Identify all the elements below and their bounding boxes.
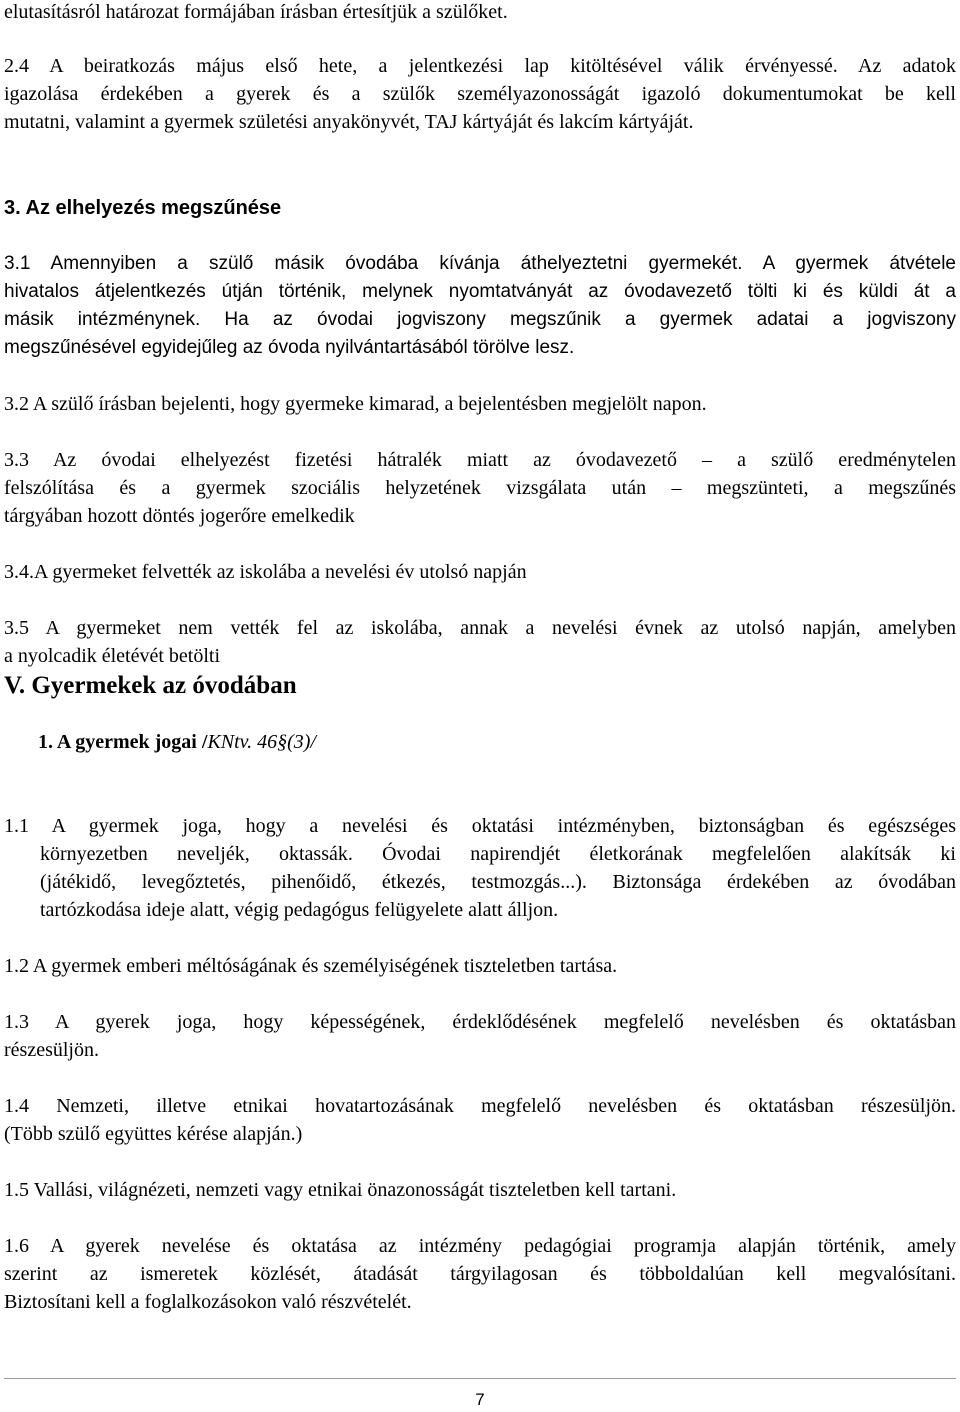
text-line: 3.5 A gyermeket nem vették fel az iskolába, annak a nevelési évnek az utolsó napján, amelyben bbox=[4, 617, 956, 639]
text-line: elutasításról határozat formájában írásban értesítjük a szülőket. bbox=[4, 1, 508, 23]
text-line: 1.1 A gyermek joga, hogy a nevelési és oktatási intézményben, biztonságban és egészséges bbox=[4, 815, 956, 837]
text-line: 2.4 A beiratkozás május első hete, a jelentkezési lap kitöltésével válik érvényessé. Az adatok bbox=[4, 55, 956, 77]
page-number: 7 bbox=[475, 1390, 485, 1409]
text-line: a nyolcadik életévét betölti bbox=[4, 645, 221, 667]
text-line: hivatalos átjelentkezés útján történik, melynek nyomtatványát az óvodavezető tölti ki és küldi át a bbox=[4, 281, 956, 302]
text-line: Biztosítani kell a foglalkozásokon való részvételét. bbox=[4, 1291, 412, 1313]
subsection-label: 1. A gyermek jogai / bbox=[38, 731, 208, 753]
text-line: 3.4.A gyermeket felvették az iskolába a nevelési év utolsó napján bbox=[4, 561, 527, 583]
text-line: 1.4 Nemzeti, illetve etnikai hovatartozásának megfelelő nevelésben és oktatásban részesüljön. bbox=[4, 1095, 956, 1117]
chapter-heading: V. Gyermekek az óvodában bbox=[4, 672, 297, 699]
text-line: környezetben neveljék, oktassák. Óvodai napirendjét életkorának megfelelően alakítsák ki bbox=[40, 843, 956, 865]
text-line: 3.1 Amennyiben a szülő másik óvodába kívánja áthelyeztetni gyermekét. A gyermek átvétele bbox=[4, 253, 956, 274]
text-line: (Több szülő együttes kérése alapján.) bbox=[4, 1123, 303, 1145]
text-line: 1.5 Vallási, világnézeti, nemzeti vagy etnikai önazonosságát tiszteletben kell tartani. bbox=[4, 1179, 677, 1201]
text-line: tartózkodása ideje alatt, végig pedagógus felügyelete alatt álljon. bbox=[40, 899, 559, 921]
subsection-heading bbox=[38, 730, 316, 754]
text-line: másik intézménynek. Ha az óvodai jogviszony megszűnik a gyermek adatai a jogviszony bbox=[4, 309, 956, 330]
text-line: 3.3 Az óvodai elhelyezést fizetési hátralék miatt az óvodavezető – a szülő eredménytelen bbox=[4, 449, 956, 471]
footer-divider bbox=[4, 1378, 956, 1379]
text-line: 1.2 A gyermek emberi méltóságának és személyiségének tiszteletben tartása. bbox=[4, 955, 618, 977]
text-line: mutatni, valamint a gyermek születési anyakönyvét, TAJ kártyáját és lakcím kártyáját. bbox=[4, 111, 694, 133]
text-line: tárgyában hozott döntés jogerőre emelkedik bbox=[4, 505, 355, 527]
text-line: részesüljön. bbox=[4, 1039, 99, 1061]
text-line: felszólítása és a gyermek szociális helyzetének vizsgálata után – megszünteti, a megszűnés bbox=[4, 477, 956, 499]
text-line: 3.2 A szülő írásban bejelenti, hogy gyermeke kimarad, a bejelentésben megjelölt napon. bbox=[4, 393, 707, 415]
text-line: megszűnésével egyidejűleg az óvoda nyilvántartásából törölve lesz. bbox=[4, 337, 575, 358]
text-line: (játékidő, levegőztetés, pihenőidő, étkezés, testmozgás...). Biztonsága érdekében az óvodában bbox=[40, 871, 956, 893]
text-line: igazolása érdekében a gyerek és a szülők személyazonosságát igazoló dokumentumokat be kell bbox=[4, 83, 956, 105]
section-heading: 3. Az elhelyezés megszűnése bbox=[4, 197, 282, 219]
text-line: szerint az ismeretek közlését, átadását tárgyilagosan és többoldalúan kell megvalósítani. bbox=[4, 1263, 956, 1285]
text-line: 1.3 A gyerek joga, hogy képességének, érdeklődésének megfelelő nevelésben és oktatásban bbox=[4, 1011, 956, 1033]
law-reference: KNtv. 46§(3)/ bbox=[207, 731, 316, 753]
text-line: 1.6 A gyerek nevelése és oktatása az intézmény pedagógiai programja alapján történik, amely bbox=[4, 1235, 956, 1257]
